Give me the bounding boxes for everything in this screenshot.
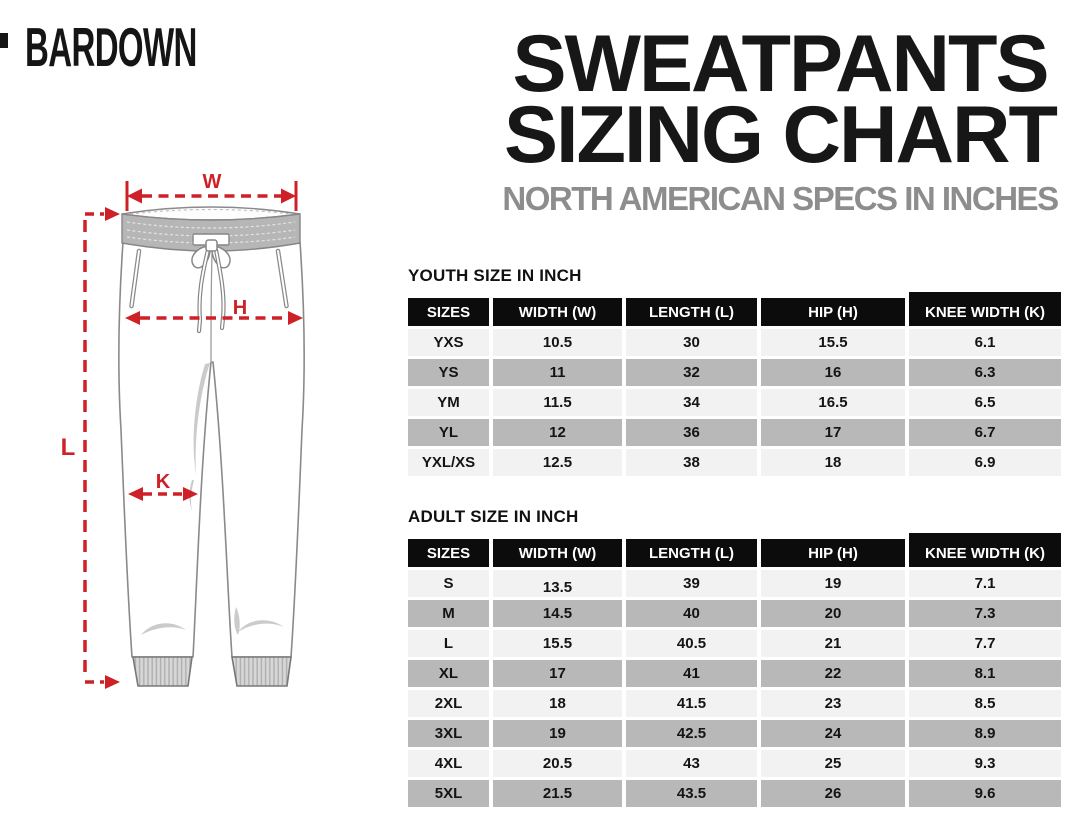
value-cell: 16 [761, 359, 905, 386]
value-cell: 11 [493, 359, 622, 386]
size-cell: YM [408, 389, 489, 416]
page-subtitle: NORTH AMERICAN SPECS IN INCHES [502, 180, 1058, 217]
size-cell: L [408, 630, 489, 657]
value-cell: 43 [626, 750, 757, 777]
value-cell: 21.5 [493, 780, 622, 807]
value-cell: 6.5 [909, 389, 1061, 416]
width-measure [127, 171, 296, 211]
value-cell: 20 [761, 600, 905, 627]
value-cell: 6.9 [909, 449, 1061, 476]
value-cell: 19 [493, 720, 622, 747]
value-cell: 8.1 [909, 660, 1061, 687]
header-row [408, 539, 1061, 567]
value-cell: 40 [626, 600, 757, 627]
size-cell: 5XL [408, 780, 489, 807]
value-cell: 21 [761, 630, 905, 657]
table-row [408, 690, 1061, 717]
value-cell: 10.5 [493, 329, 622, 356]
size-cell: S [408, 570, 489, 597]
value-cell: 24 [761, 720, 905, 747]
page-title-line1: SWEATPANTS [512, 19, 1048, 109]
value-cell: 12.5 [493, 449, 622, 476]
value-cell: 6.7 [909, 419, 1061, 446]
header-cell-sizes: SIZES [408, 298, 489, 326]
table-row [408, 780, 1061, 807]
table-row [408, 750, 1061, 777]
youth-size-table [404, 295, 1065, 479]
adult-size-table [404, 536, 1065, 810]
value-cell: 19 [761, 570, 905, 597]
value-cell [493, 570, 622, 597]
size-cell: 2XL [408, 690, 489, 717]
table-row [408, 389, 1061, 416]
value-cell: 7.3 [909, 600, 1061, 627]
brand-logo: BARDOWN [25, 16, 197, 78]
size-tables-column [404, 266, 1076, 810]
table-row [408, 570, 1061, 597]
value-cell: 14.5 [493, 600, 622, 627]
length-measure [61, 207, 120, 689]
header-cell-length: LENGTH (L) [626, 298, 757, 326]
size-cell: YS [408, 359, 489, 386]
value-cell: 32 [626, 359, 757, 386]
header-cell-hip: HIP (H) [761, 298, 905, 326]
value-cell: 38 [626, 449, 757, 476]
edge-cropped-mark [0, 33, 8, 48]
header-cell-knee: KNEE WIDTH (K) [909, 298, 1061, 326]
value-cell: 40.5 [626, 630, 757, 657]
value-cell: 25 [761, 750, 905, 777]
value-cell: 15.5 [493, 630, 622, 657]
value-cell: 20.5 [493, 750, 622, 777]
value-cell: 42.5 [626, 720, 757, 747]
value-cell: 34 [626, 389, 757, 416]
table-row [408, 630, 1061, 657]
page-title-line2: SIZING CHART [504, 90, 1056, 180]
header-cell-knee: KNEE WIDTH (K) [909, 539, 1061, 567]
table-row [408, 419, 1061, 446]
size-cell: 4XL [408, 750, 489, 777]
youth-section-title: YOUTH SIZE IN INCH [408, 266, 582, 285]
value-cell: 11.5 [493, 389, 622, 416]
size-cell: 3XL [408, 720, 489, 747]
cuff-right [232, 657, 291, 686]
header-cell-width: WIDTH (W) [493, 539, 622, 567]
table-row [408, 720, 1061, 747]
value-cell: 8.5 [909, 690, 1061, 717]
hip-label: H [232, 297, 248, 319]
table-row [408, 600, 1061, 627]
table-row [408, 359, 1061, 386]
value-cell: 15.5 [761, 329, 905, 356]
value-cell: 7.7 [909, 630, 1061, 657]
header-cell-sizes: SIZES [408, 539, 489, 567]
value-cell: 22 [761, 660, 905, 687]
header-cell-width: WIDTH (W) [493, 298, 622, 326]
adult-section-title: ADULT SIZE IN INCH [408, 507, 579, 526]
title-block [500, 19, 1060, 219]
value-cell: 17 [761, 419, 905, 446]
header-cell-length: LENGTH (L) [626, 539, 757, 567]
value-cell: 12 [493, 419, 622, 446]
value-cell: 7.1 [909, 570, 1061, 597]
value-cell: 8.9 [909, 720, 1061, 747]
value-cell: 43.5 [626, 780, 757, 807]
size-cell: YXL/XS [408, 449, 489, 476]
value-cell: 23 [761, 690, 905, 717]
value-cell: 6.3 [909, 359, 1061, 386]
value-cell: 39 [626, 570, 757, 597]
value-cell: 36 [626, 419, 757, 446]
knee-label: K [155, 471, 171, 493]
table-row [408, 329, 1061, 356]
size-cell: XL [408, 660, 489, 687]
sweatpants-diagram [0, 130, 400, 835]
value-cell: 18 [761, 449, 905, 476]
size-cell: YXS [408, 329, 489, 356]
value-cell: 18 [493, 690, 622, 717]
value-cell: 16.5 [761, 389, 905, 416]
value-cell: 41 [626, 660, 757, 687]
value-cell: 17 [493, 660, 622, 687]
value-cell: 9.3 [909, 750, 1061, 777]
value-cell: 41.5 [626, 690, 757, 717]
value-cell: 30 [626, 329, 757, 356]
header-row [408, 298, 1061, 326]
value-text: 13.5 [542, 579, 573, 596]
width-label: W [202, 171, 222, 193]
cuff-left [133, 657, 192, 686]
size-cell: M [408, 600, 489, 627]
value-cell: 26 [761, 780, 905, 807]
value-cell: 6.1 [909, 329, 1061, 356]
length-label: L [60, 434, 76, 461]
table-row [408, 449, 1061, 476]
table-row [408, 660, 1061, 687]
size-cell: YL [408, 419, 489, 446]
value-cell: 9.6 [909, 780, 1061, 807]
header-cell-hip: HIP (H) [761, 539, 905, 567]
